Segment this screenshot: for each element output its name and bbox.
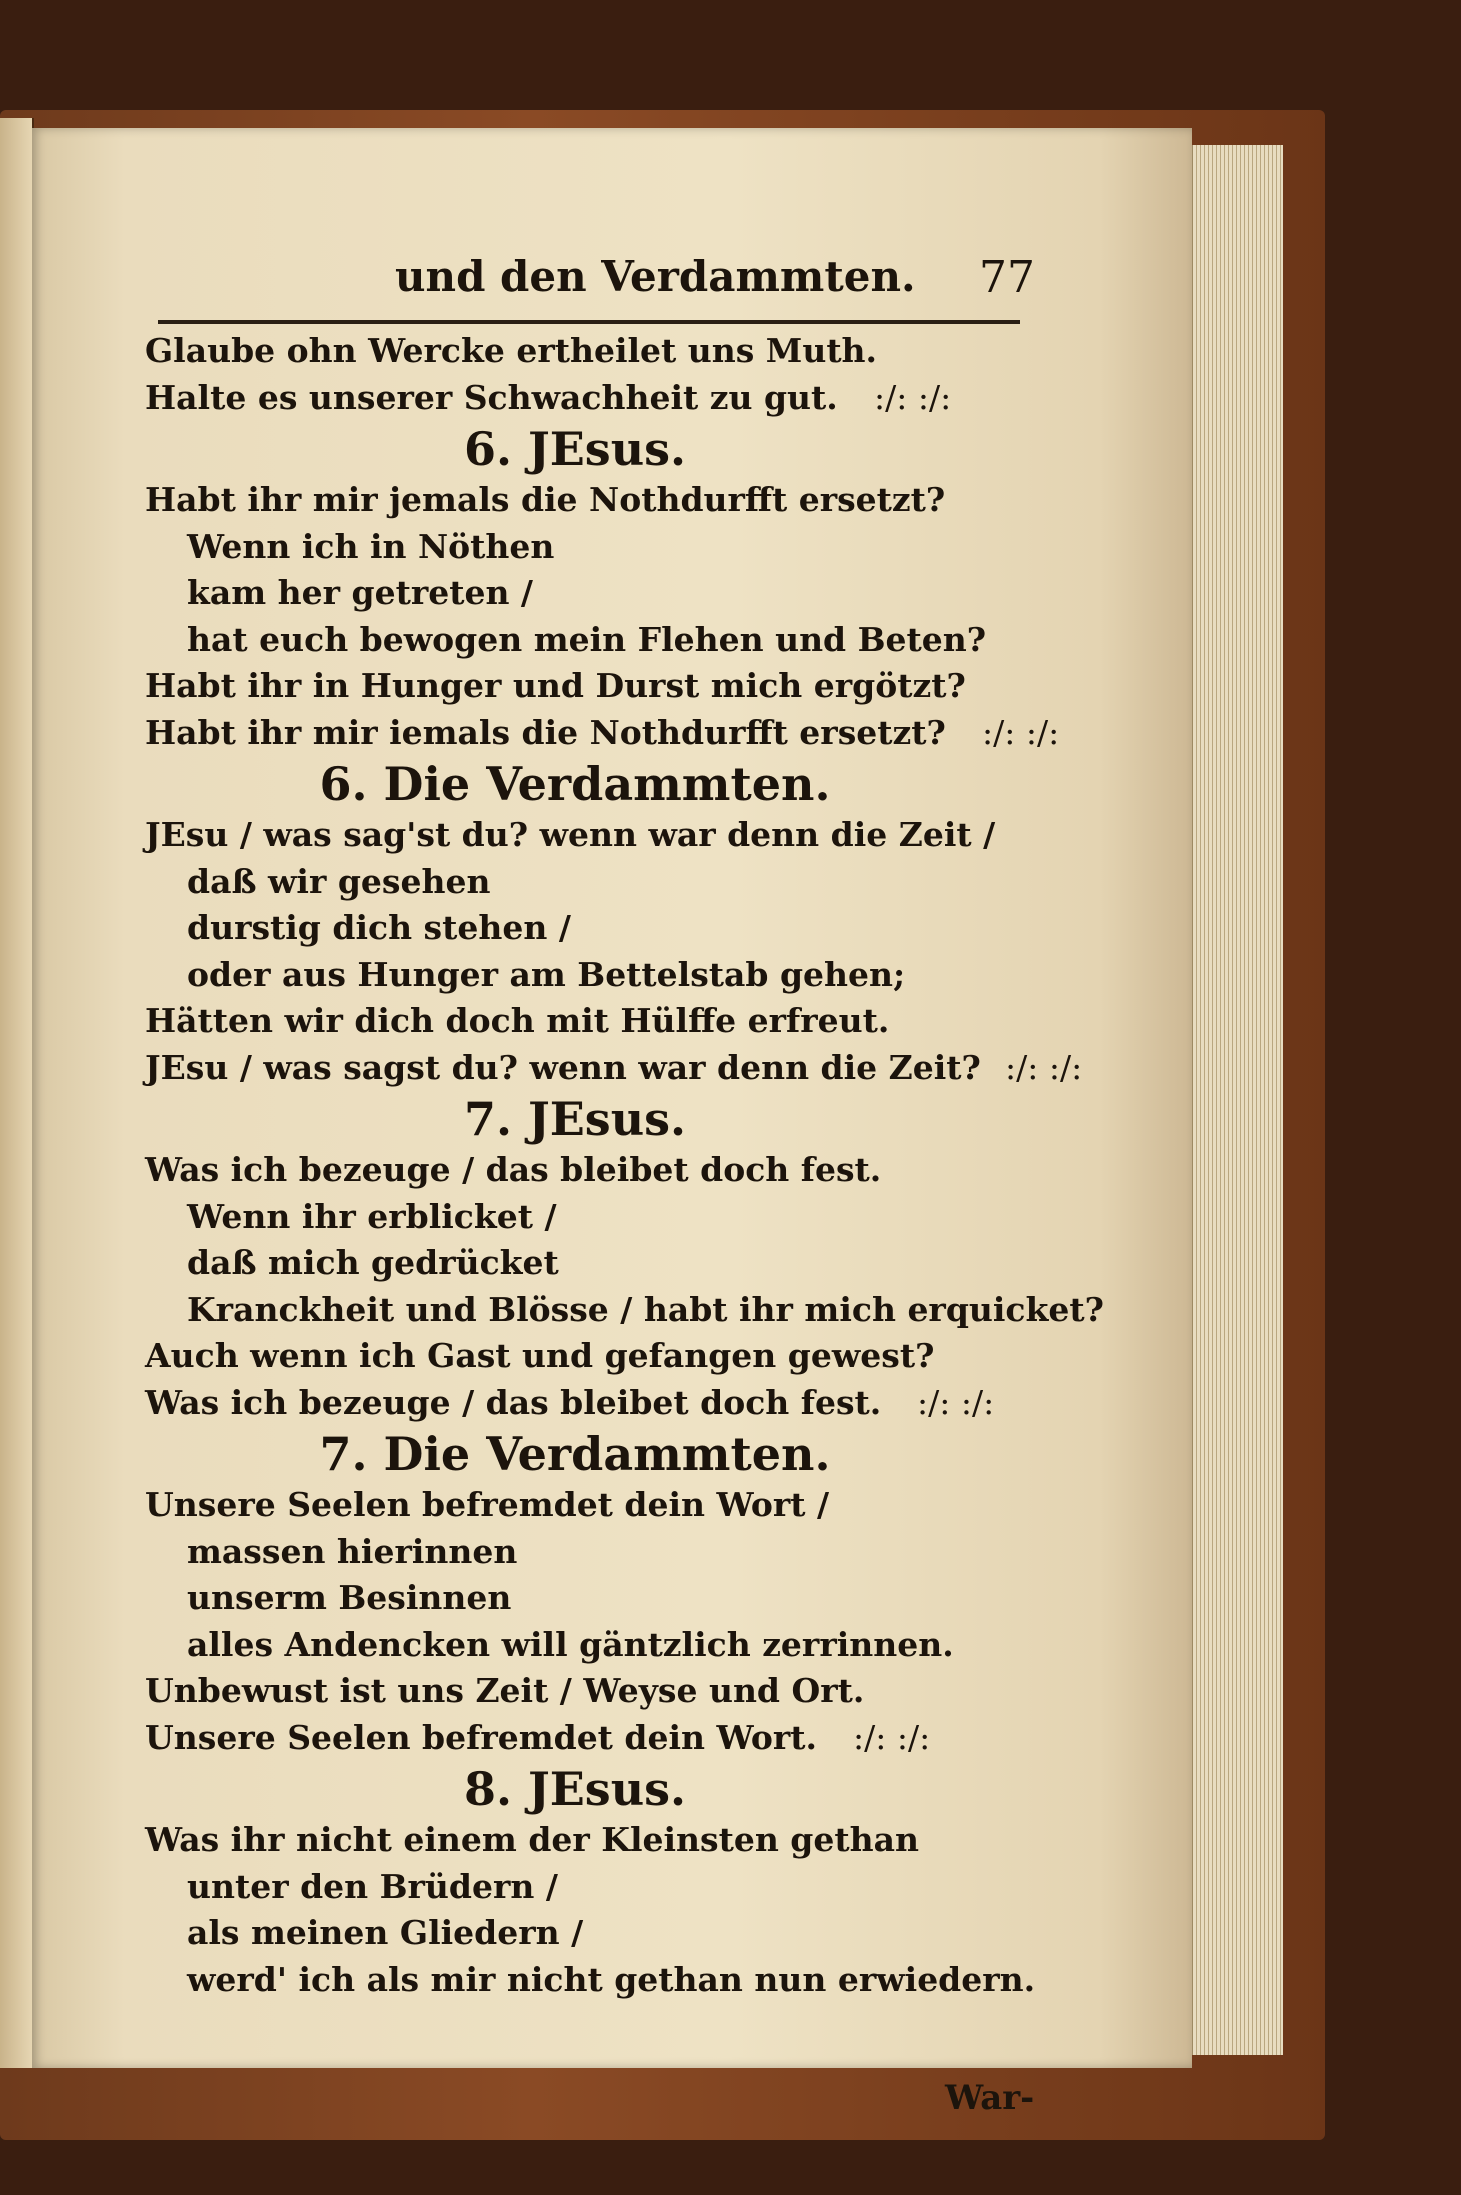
header-rule xyxy=(158,320,1020,324)
line-text: durstig dich stehen / xyxy=(187,908,571,947)
verse-line xyxy=(145,952,1075,999)
verse-line xyxy=(145,570,1075,617)
stanza-heading xyxy=(145,1761,1075,1817)
verse-line xyxy=(145,663,1075,710)
repeat-mark: :/: :/: xyxy=(982,712,1060,752)
repeat-mark: :/: :/: xyxy=(853,1717,931,1757)
line-text: Hätten wir dich doch mit Hülffe erfreut. xyxy=(145,1001,890,1040)
line-text: Was ich bezeuge / das bleibet doch fest. xyxy=(145,1382,882,1422)
line-text: 7. Die Verdammten. xyxy=(319,1427,831,1481)
line-text: JEsu / was sagst du? wenn war denn die Zeit? xyxy=(145,1047,981,1087)
verse-line xyxy=(145,998,1075,1045)
verse-line xyxy=(145,1864,1075,1911)
verse-line xyxy=(145,1380,1075,1427)
line-text: Habt ihr in Hunger und Durst mich ergötzt? xyxy=(145,666,966,705)
catchword: War- xyxy=(945,2078,1035,2118)
page-number: 77 xyxy=(979,252,1035,303)
verse-line xyxy=(145,812,1075,859)
verse-line xyxy=(145,1045,1083,1092)
line-text: Wenn ihr erblicket / xyxy=(187,1196,557,1236)
verse-line xyxy=(145,1194,1075,1241)
line-text: Was ich bezeuge / das bleibet doch fest. xyxy=(145,1150,882,1189)
line-text: massen hierinnen xyxy=(187,1531,518,1571)
line-text: als meinen Gliedern / xyxy=(187,1913,584,1952)
line-text: Halte es unserer Schwachheit zu gut. xyxy=(145,377,838,417)
line-text: Kranckheit und Blösse / habt ihr mich erquicket? xyxy=(187,1289,1104,1329)
verse-line xyxy=(145,1668,1075,1715)
verse-line xyxy=(145,375,1075,422)
verse-line xyxy=(145,1529,1075,1576)
page-header xyxy=(395,252,1035,312)
line-text: Auch wenn ich Gast und gefangen gewest? xyxy=(145,1336,935,1375)
stanza-heading xyxy=(145,1426,1075,1482)
line-text: Wenn ich in Nöthen xyxy=(187,526,555,566)
verse-line xyxy=(145,905,1075,952)
line-text: 6. Die Verdammten. xyxy=(319,757,831,811)
line-text: hat euch bewogen mein Flehen und Beten? xyxy=(187,619,987,659)
verse-text xyxy=(145,328,1104,2003)
verse-line xyxy=(145,1147,1075,1194)
line-text: Habt ihr mir jemals die Nothdurfft ersetzt? xyxy=(145,480,946,519)
line-text: JEsu / was sag'st du? wenn war denn die Zeit / xyxy=(145,815,996,854)
line-text: 6. JEsus. xyxy=(463,422,687,476)
stanza-heading xyxy=(145,1091,1075,1147)
verse-line xyxy=(145,1715,1075,1762)
line-text: Unbewust ist uns Zeit / Weyse und Ort. xyxy=(145,1671,865,1710)
verse-line xyxy=(145,328,1075,375)
verse-line xyxy=(145,1910,1075,1957)
verse-line xyxy=(145,1622,1075,1669)
repeat-mark: :/: :/: xyxy=(1005,1047,1083,1087)
line-text: unter den Brüdern / xyxy=(187,1866,558,1906)
line-text: Habt ihr mir iemals die Nothdurfft ersetzt? xyxy=(145,712,946,752)
running-head: und den Verdammten. xyxy=(395,252,916,301)
repeat-mark: :/: :/: xyxy=(874,377,952,417)
line-text: Unsere Seelen befremdet dein Wort. xyxy=(145,1717,818,1757)
line-text: alles Andencken will gäntzlich zerrinnen. xyxy=(187,1624,954,1664)
verse-line xyxy=(145,1957,1075,2004)
line-text: daß mich gedrücket xyxy=(187,1243,559,1282)
verse-line xyxy=(145,1575,1075,1622)
verse-line xyxy=(145,710,1075,757)
line-text: 8. JEsus. xyxy=(463,1762,687,1816)
line-text: oder aus Hunger am Bettelstab gehen; xyxy=(187,954,906,994)
line-text: werd' ich als mir nicht gethan nun erwiedern. xyxy=(187,1959,1036,1999)
stanza-heading xyxy=(145,756,1075,812)
repeat-mark: :/: :/: xyxy=(917,1382,995,1422)
verse-line xyxy=(145,1240,1075,1287)
verse-line xyxy=(145,1287,1104,1334)
line-text: kam her getreten / xyxy=(187,573,533,612)
line-text: 7. JEsus. xyxy=(463,1092,687,1146)
line-text: Was ihr nicht einem der Kleinsten gethan xyxy=(145,1820,919,1859)
verse-line xyxy=(145,859,1075,906)
facing-page-edge xyxy=(0,118,34,2068)
verse-line xyxy=(145,477,1075,524)
verse-line xyxy=(145,1817,1075,1864)
line-text: Unsere Seelen befremdet dein Wort / xyxy=(145,1485,830,1524)
stanza-heading xyxy=(145,421,1075,477)
line-text: unserm Besinnen xyxy=(187,1578,512,1617)
page-block-edges xyxy=(1192,145,1283,2055)
line-text: daß wir gesehen xyxy=(187,861,491,901)
verse-line xyxy=(145,524,1075,571)
verse-line xyxy=(145,1482,1075,1529)
verse-line xyxy=(145,1333,1075,1380)
verse-line xyxy=(145,617,1075,664)
line-text: Glaube ohn Wercke ertheilet uns Muth. xyxy=(145,331,878,370)
